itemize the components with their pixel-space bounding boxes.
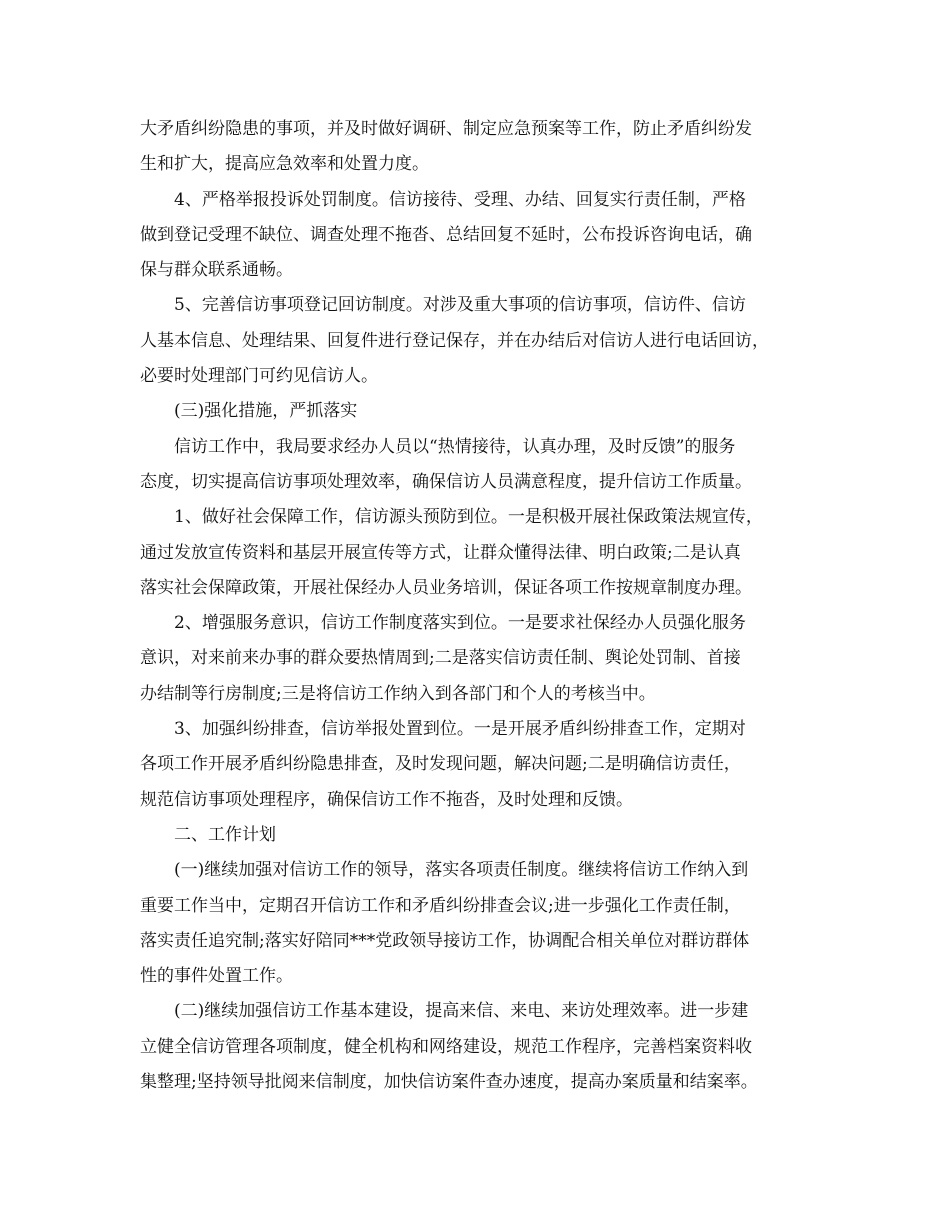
text-line: 3、加强纠纷排查，信访举报处置到位。一是开展矛盾纠纷排查工作，定期对 — [174, 719, 746, 740]
text-line: 通过发放宣传资料和基层开展宣传等方式，让群众懂得法律、明白政策;二是认真 — [140, 542, 741, 563]
text-line: 1、做好社会保障工作，信访源头预防到位。一是积极开展社保政策法规宣传， — [174, 507, 763, 528]
text-line: 态度，切实提高信访事项处理效率，确保信访人员满意程度，提升信访工作质量。 — [140, 471, 752, 492]
text-line: 人基本信息、处理结果、回复件进行登记保存，并在办结后对信访人进行电话回访， — [140, 330, 769, 351]
text-line: 保与群众联系通畅。 — [140, 260, 293, 281]
text-line: (三)强化措施，严抓落实 — [174, 401, 358, 422]
text-line: 生和扩大，提高应急效率和处置力度。 — [140, 154, 429, 175]
text-line: 规范信访事项处理程序，确保信访工作不拖沓，及时处理和反馈。 — [140, 789, 633, 810]
text-line: 落实责任追究制;落实好陪同***党政领导接访工作，协调配合相关单位对群访群体 — [140, 930, 750, 951]
text-line: 5、完善信访事项登记回访制度。对涉及重大事项的信访事项，信访件、信访 — [174, 295, 746, 316]
text-line: 意识，对来前来办事的群众要热情周到;二是落实信访责任制、舆论处罚制、首接 — [140, 648, 741, 669]
text-line: 各项工作开展矛盾纠纷隐患排查，及时发现问题，解决问题;二是明确信访责任， — [140, 754, 741, 775]
text-line: 必要时处理部门可约见信访人。 — [140, 366, 378, 387]
text-line: 落实社会保障政策，开展社保经办人员业务培训，保证各项工作按规章制度办理。 — [140, 577, 752, 598]
text-line: 重要工作当中，定期召开信访工作和矛盾纠纷排查会议;进一步强化工作责任制， — [140, 895, 741, 916]
text-line: (一)继续加强对信访工作的领导，落实各项责任制度。继续将信访工作纳入到 — [174, 860, 749, 881]
text-line: 办结制等行房制度;三是将信访工作纳入到各部门和个人的考核当中。 — [140, 683, 656, 704]
text-line: 集整理;坚持领导批阅来信制度，加快信访案件查办速度，提高办案质量和结案率。 — [140, 1072, 758, 1093]
text-line: 信访工作中，我局要求经办人员以“热情接待，认真办理，及时反馈”的服务 — [174, 436, 736, 457]
text-line: 二、工作计划 — [174, 824, 276, 845]
text-line: 性的事件处置工作。 — [140, 966, 293, 987]
text-line: 大矛盾纠纷隐患的事项，并及时做好调研、制定应急预案等工作，防止矛盾纠纷发 — [140, 119, 752, 139]
text-line: 2、增强服务意识，信访工作制度落实到位。一是要求社保经办人员强化服务 — [174, 613, 746, 634]
text-line: 做到登记受理不缺位、调查处理不拖沓、总结回复不延时，公布投诉咨询电话，确 — [140, 224, 752, 245]
text-line: (二)继续加强信访工作基本建设，提高来信、来电、来访处理效率。进一步建 — [174, 1001, 749, 1022]
text-line: 立健全信访管理各项制度，健全机构和网络建设，规范工作程序，完善档案资料收 — [140, 1036, 752, 1057]
document-body — [140, 112, 820, 1100]
text-line: 4、严格举报投诉处罚制度。信访接待、受理、办结、回复实行责任制，严格 — [174, 189, 746, 210]
